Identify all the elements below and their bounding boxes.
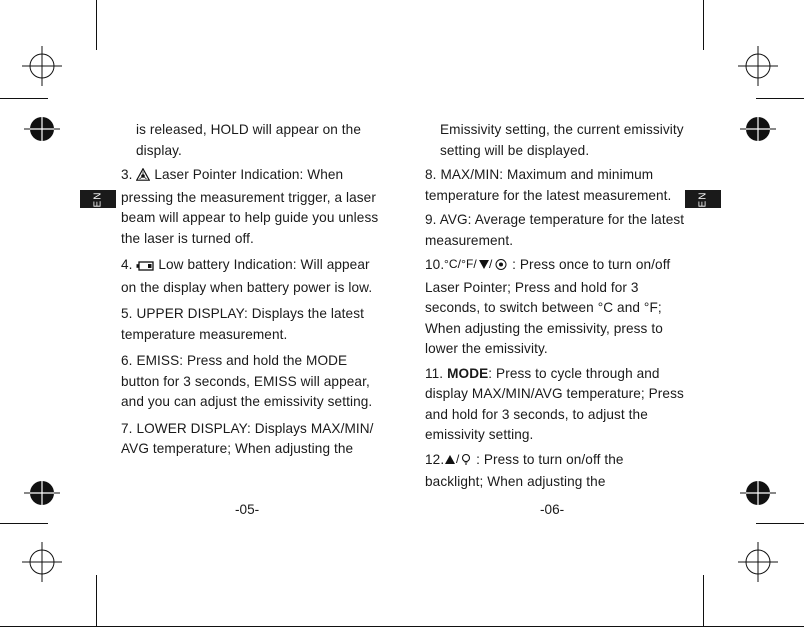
low-battery-icon (136, 257, 154, 278)
item-number: 11. (425, 365, 444, 381)
up-backlight-icons (444, 452, 472, 473)
language-tab-label: EN (697, 191, 709, 207)
left-page-text (121, 120, 383, 460)
item-text: EMISS: Press and hold the MODE button for 3 seconds, EMISS will appear, and you can adjust the emissivity setting. (121, 353, 373, 409)
registration-mark-icon (22, 46, 62, 86)
page-number: -06- (540, 502, 565, 517)
item-text: Laser Pointer Indication: When pressing the measurement trigger, a laser beam will appear to help guide you unless the laser is turned off. (121, 167, 379, 246)
item-text: MAX/MIN: Maximum and minimum temperature for the latest measurement. (425, 167, 672, 203)
list-item (425, 364, 685, 446)
continued-paragraph: Emissivity setting, the current emissivity setting will be displayed. (440, 122, 684, 158)
item-text: : Press to cycle through and display MAX/MIN/AVG temperature; Press and hold for 3 seconds, to adjust the emissivity setting. (425, 365, 684, 442)
list-item (425, 210, 685, 251)
list-item (121, 165, 383, 249)
registration-mark-icon (738, 46, 778, 86)
svg-text:/: / (456, 451, 460, 466)
registration-mark-icon (22, 542, 62, 582)
item-number: 5. (121, 306, 133, 321)
list-item (425, 165, 685, 206)
item-number: 6. (121, 353, 133, 368)
list-item (121, 304, 383, 345)
list-item (425, 255, 685, 360)
item-text: Low battery Indication: Will appear on the display when battery power is low. (121, 257, 373, 295)
crop-mark (0, 523, 48, 524)
item-number: 3. (121, 167, 133, 182)
target-dot-icon (738, 473, 778, 513)
item-text: LOWER DISPLAY: Displays MAX/MIN/ AVG temperature; When adjusting the (121, 420, 374, 456)
item-text: : Press to turn on/off the backlight; When adjusting the (425, 451, 624, 489)
continued-paragraph: is released, HOLD will appear on the display. (136, 122, 361, 158)
item-number: 4. (121, 257, 133, 272)
language-tab (80, 190, 116, 208)
list-item (121, 255, 383, 298)
item-text: UPPER DISPLAY: Displays the latest temperature measurement. (121, 306, 364, 342)
item-text: : Press once to turn on/off Laser Pointer; Press and hold for 3 seconds, to switch between °C and °F; When adjusting the emissivity, press to lower the emissivity. (425, 257, 671, 356)
crop-mark (756, 523, 804, 524)
item-text: AVG: Average temperature for the latest measurement. (425, 212, 685, 248)
svg-text:°C/°F/: °C/°F/ (444, 257, 478, 271)
target-dot-icon (738, 109, 778, 149)
item-number: 10. (425, 257, 445, 272)
item-number: 12. (425, 451, 445, 467)
celsius-fahrenheit-down-laser-icons (444, 257, 508, 278)
right-page-text (425, 120, 685, 493)
mode-label: MODE (447, 365, 489, 381)
crop-mark (96, 575, 97, 627)
crop-mark (703, 0, 704, 50)
list-item (121, 419, 383, 460)
crop-mark (0, 98, 48, 99)
crop-mark (756, 98, 804, 99)
laser-warning-icon (136, 167, 150, 188)
target-dot-icon (22, 473, 62, 513)
registration-mark-icon (738, 542, 778, 582)
language-tab-label: EN (92, 191, 104, 207)
page-number: -05- (235, 502, 260, 517)
crop-mark (96, 0, 97, 50)
list-item (121, 351, 383, 413)
target-dot-icon (22, 109, 62, 149)
list-item (425, 450, 685, 493)
svg-text:/: / (489, 257, 493, 271)
item-number: 8. (425, 167, 437, 182)
item-number: 7. (121, 420, 133, 436)
language-tab (685, 190, 721, 208)
item-number: 9. (425, 212, 437, 227)
crop-mark (703, 575, 704, 627)
